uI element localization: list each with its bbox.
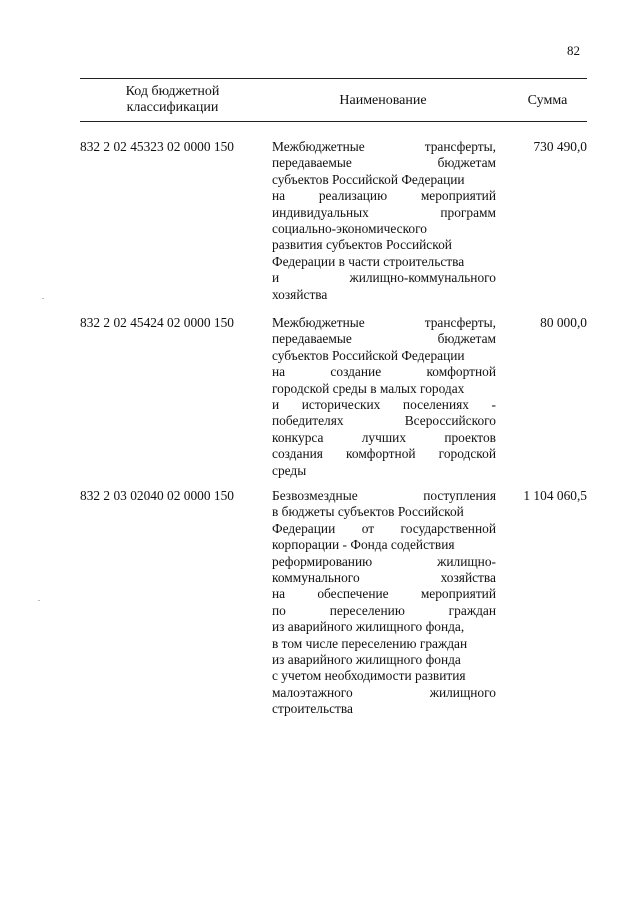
row-1-name-line: хозяйства xyxy=(272,286,328,302)
row-2-name-line: на создание комфортной xyxy=(272,364,496,380)
scan-speck xyxy=(42,298,44,299)
row-2-name-line: Межбюджетные трансферты, xyxy=(272,315,496,330)
page-number: 82 xyxy=(567,43,580,58)
row-3-name-line: малоэтажного жилищного xyxy=(272,684,496,700)
row-2-name-line: передаваемые бюджетам xyxy=(272,331,496,347)
row-3-name-line: в бюджеты субъектов Российской xyxy=(272,504,464,520)
row-2-code: 832 2 02 45424 02 0000 150 xyxy=(80,315,234,330)
row-2-sum: 80 000,0 xyxy=(540,315,587,330)
row-3-name-line: реформированию жилищно- xyxy=(272,553,496,569)
row-3-name-line: из аварийного жилищного фонда xyxy=(272,651,461,667)
row-1-name-line: субъектов Российской Федерации xyxy=(272,171,465,187)
row-2-name-line: конкурса лучших проектов xyxy=(272,429,496,445)
row-2-name-line: городской среды в малых городах xyxy=(272,380,465,396)
scan-speck xyxy=(38,600,40,601)
row-3-name-line: строительства xyxy=(272,701,353,717)
row-1-name-line: Федерации в части строительства xyxy=(272,253,465,269)
row-3-name-line: с учетом необходимости развития xyxy=(272,668,466,684)
row-2-name-line: и исторических поселениях - xyxy=(272,396,496,412)
row-1-name-line: Межбюджетные трансферты, xyxy=(272,139,496,154)
row-2-name-line: создания комфортной городской xyxy=(272,446,496,462)
table-top-rule xyxy=(80,78,587,79)
row-1-name-line: развития субъектов Российской xyxy=(272,237,452,253)
row-3-name-line: Безвозмездные поступления xyxy=(272,488,496,503)
row-1-name xyxy=(272,139,496,303)
row-3-name-line: корпорации - Фонда содействия xyxy=(272,537,455,553)
row-1-sum: 730 490,0 xyxy=(533,139,587,154)
row-3-name-line: на обеспечение мероприятий xyxy=(272,586,496,602)
row-1-code: 832 2 02 45323 02 0000 150 xyxy=(80,139,234,154)
row-3-name-line: коммунального хозяйства xyxy=(272,569,496,585)
row-2-name-line: среды xyxy=(272,462,307,478)
table-header-rule xyxy=(80,121,587,122)
row-1-name-line: социально-экономического xyxy=(272,220,427,236)
row-3-name-line: Федерации от государственной xyxy=(272,520,496,536)
row-1-name-line: и жилищно-коммунального xyxy=(272,270,496,286)
row-2-name-line: субъектов Российской Федерации xyxy=(272,347,465,363)
row-3-sum: 1 104 060,5 xyxy=(523,488,587,503)
column-header-name: Наименование xyxy=(339,93,427,108)
row-3-name-line: в том числе переселению граждан xyxy=(272,635,468,651)
row-3-name-line: из аварийного жилищного фонда, xyxy=(272,619,465,635)
row-1-name-line: передаваемые бюджетам xyxy=(272,155,496,171)
row-3-code: 832 2 03 02040 02 0000 150 xyxy=(80,488,234,503)
row-1-name-line: на реализацию мероприятий xyxy=(272,188,496,204)
row-2-name xyxy=(272,315,496,479)
row-3-name xyxy=(272,488,496,717)
row-2-name-line: победителях Всероссийского xyxy=(272,413,496,429)
column-header-code: Код бюджетной классификации xyxy=(125,84,220,115)
row-3-name-line: по переселению граждан xyxy=(272,602,496,618)
column-header-sum: Сумма xyxy=(527,93,568,108)
row-1-name-line: индивидуальных программ xyxy=(272,204,496,220)
